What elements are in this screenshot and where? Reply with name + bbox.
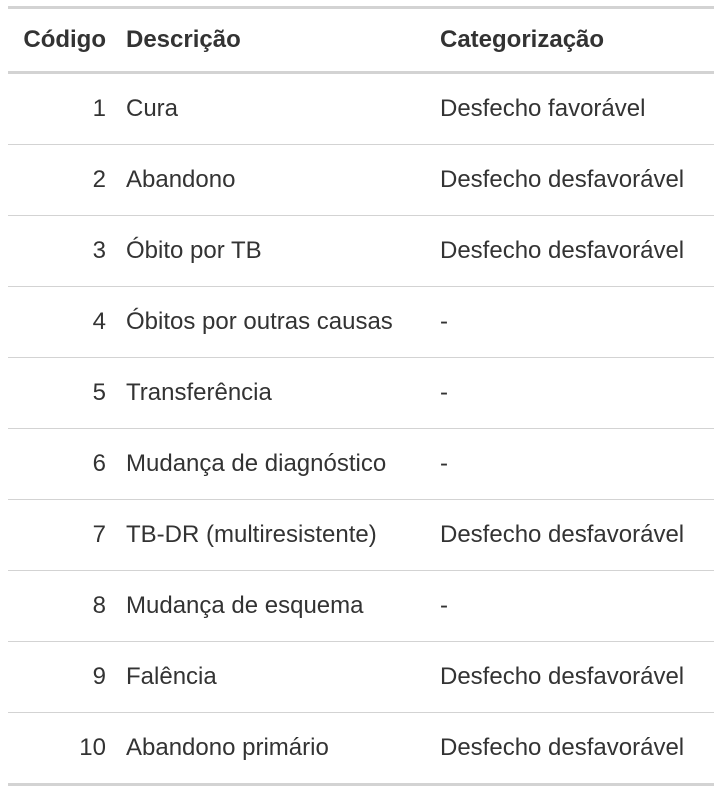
cell-category: Desfecho desfavorável — [428, 642, 714, 713]
table-row — [8, 571, 714, 642]
header-description: Descrição — [114, 8, 428, 73]
cell-description: Óbito por TB — [114, 216, 428, 287]
table-row — [8, 216, 714, 287]
cell-category: - — [428, 571, 714, 642]
cell-category: - — [428, 287, 714, 358]
cell-description: Mudança de diagnóstico — [114, 429, 428, 500]
header-category: Categorização — [428, 8, 714, 73]
cell-code: 10 — [8, 713, 114, 785]
table-row — [8, 145, 714, 216]
cell-code: 3 — [8, 216, 114, 287]
cell-code: 5 — [8, 358, 114, 429]
table-row — [8, 358, 714, 429]
cell-code: 6 — [8, 429, 114, 500]
header-code: Código — [8, 8, 114, 73]
table-header-row — [8, 8, 714, 73]
cell-category: - — [428, 429, 714, 500]
cell-category: Desfecho favorável — [440, 95, 646, 122]
table-row — [8, 73, 714, 145]
cell-code: 7 — [8, 500, 114, 571]
outcome-table — [8, 6, 714, 786]
cell-code: 8 — [8, 571, 114, 642]
outcome-table-container — [8, 6, 714, 786]
cell-description: Óbitos por outras causas — [114, 287, 428, 358]
table-row — [8, 642, 714, 713]
table-row — [8, 713, 714, 785]
table-row — [8, 287, 714, 358]
cell-code: 4 — [8, 287, 114, 358]
cell-code: 2 — [8, 145, 114, 216]
cell-description: Falência — [114, 642, 428, 713]
cell-category: Desfecho desfavorável — [428, 145, 714, 216]
cell-description: Cura — [126, 95, 179, 122]
cell-description: Abandono primário — [114, 713, 428, 785]
table-row — [8, 429, 714, 500]
cell-code: 1 — [92, 95, 106, 122]
cell-description: Transferência — [114, 358, 428, 429]
cell-category: - — [428, 358, 714, 429]
cell-description: TB-DR (multiresistente) — [114, 500, 428, 571]
cell-category: Desfecho desfavorável — [428, 713, 714, 785]
cell-code: 9 — [8, 642, 114, 713]
cell-description: Abandono — [114, 145, 428, 216]
cell-description: Mudança de esquema — [114, 571, 428, 642]
table-row — [8, 500, 714, 571]
cell-category: Desfecho desfavorável — [428, 216, 714, 287]
cell-category: Desfecho desfavorável — [428, 500, 714, 571]
